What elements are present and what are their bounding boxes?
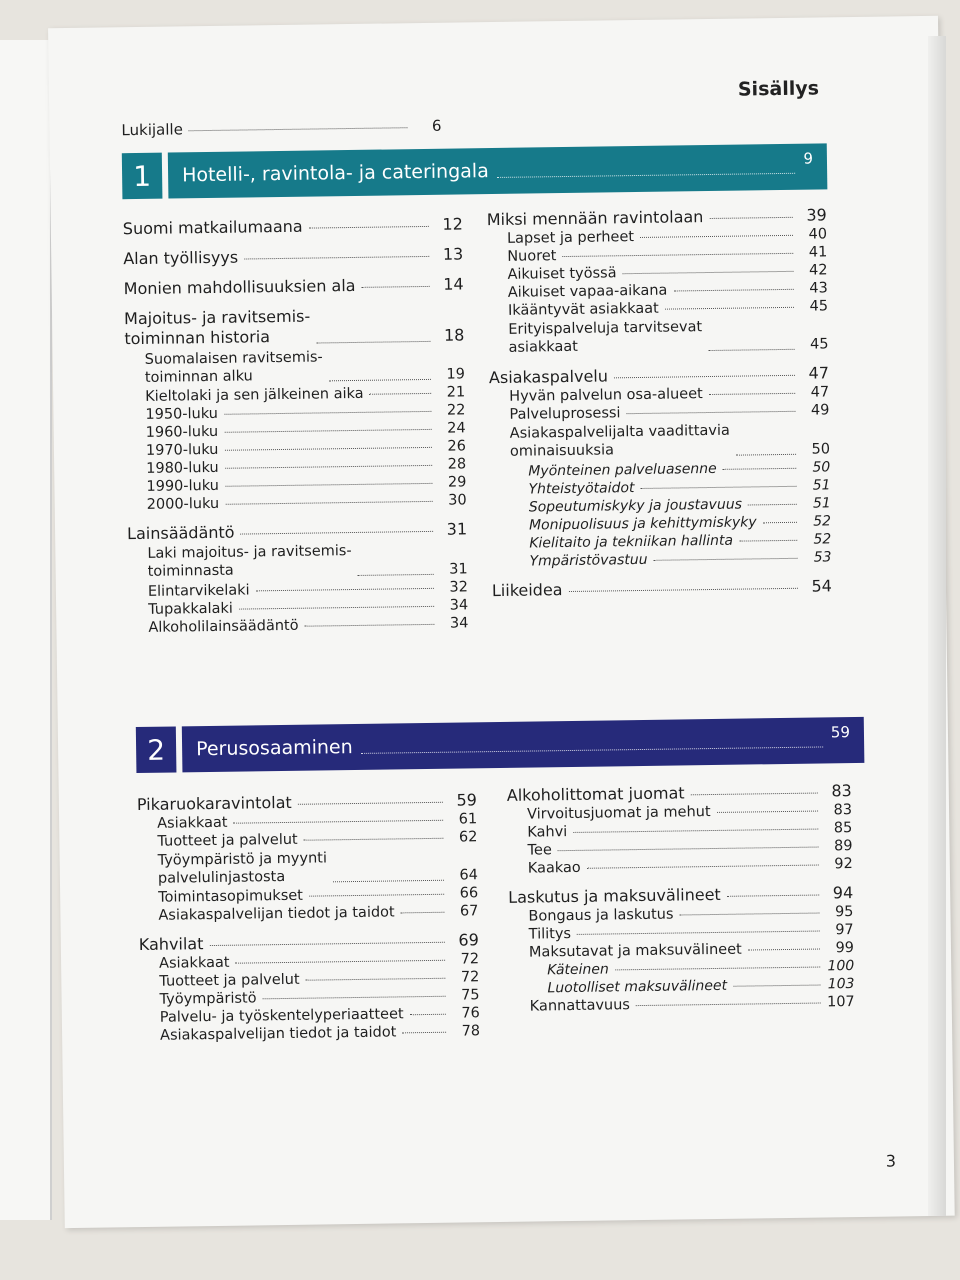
toc-entry-label: 1970-luku: [145, 442, 219, 460]
toc-entry-label-line1: Suomalaisen ravitsemis-: [144, 349, 323, 368]
toc-entry-label: Luotolliset maksuvälineet: [547, 977, 728, 997]
toc-entry: [490, 421, 830, 462]
dot-leader: [333, 880, 444, 883]
toc-entry-label-line1: Työympäristö ja myynti: [157, 850, 328, 869]
toc-entry: [490, 459, 830, 480]
toc-entry-page: 72: [460, 969, 480, 986]
toc-entry-label: Tuotteet ja palvelut: [157, 831, 298, 850]
toc-entry: [128, 579, 468, 600]
toc-entry-page: 22: [446, 402, 466, 419]
dot-leader: [736, 453, 796, 455]
toc-entry-label-line1: Laki majoitus- ja ravitsemis-: [147, 543, 352, 563]
toc-entry-label: Suomi matkailumaana: [122, 216, 303, 239]
toc-entry: [508, 883, 853, 907]
toc-entry: [138, 886, 478, 907]
toc-entry-page: 64: [459, 867, 479, 884]
chapter-2-right-column: [507, 781, 855, 1015]
toc-entry-label: [510, 422, 731, 461]
toc-entry: [125, 403, 465, 424]
toc-entry-label: Asiakkaat: [157, 814, 228, 832]
dot-leader: [401, 912, 445, 914]
chapter-2-left-column: [137, 790, 480, 1044]
toc-entry-page: 45: [809, 336, 829, 353]
toc-entry: [509, 940, 854, 961]
toc-entry: [509, 922, 854, 943]
toc-entry: [123, 244, 463, 268]
toc-entry-page: 21: [446, 384, 466, 401]
chapter-page: 9: [803, 149, 814, 168]
dot-leader: [304, 838, 444, 841]
toc-entry: [128, 615, 468, 636]
toc-entry-label-line2: toiminnan alku: [144, 368, 253, 387]
toc-entry-page: 97: [835, 922, 854, 939]
toc-entry-page: 47: [810, 384, 830, 401]
toc-entry-label: Tee: [527, 842, 552, 859]
toc-entry-label: Työympäristö: [159, 990, 257, 1008]
toc-entry-label: Kieltolaki ja sen jälkeinen aika: [145, 386, 364, 406]
toc-entry-label: Myönteinen palveluasenne: [528, 460, 717, 480]
toc-entry-label: [508, 318, 702, 357]
dot-leader: [577, 931, 820, 935]
toc-entry-page: 67: [459, 903, 479, 920]
toc-entry: [127, 541, 467, 582]
dot-leader: [614, 375, 795, 379]
dot-leader: [497, 172, 796, 177]
toc-entry-label: Laskutus ja maksuvälineet: [508, 884, 721, 907]
toc-entry: [487, 262, 827, 283]
toc-entry: [125, 346, 465, 387]
chapter-title: Perusosaaminen: [195, 736, 353, 761]
toc-entry-page: 32: [449, 578, 468, 596]
dot-leader: [615, 967, 820, 971]
toc-entry-label: Maksutavat ja maksuvälineet: [528, 941, 742, 961]
toc-entry-label: Asiakaspalvelu: [488, 366, 609, 388]
dot-leader: [244, 256, 429, 260]
dot-leader: [717, 811, 818, 813]
page-title: Sisällys: [737, 77, 820, 101]
toc-entry-page: 24: [447, 420, 466, 437]
dot-leader: [623, 271, 794, 274]
toc-entry: [487, 205, 827, 229]
toc-entry-page: 54: [811, 575, 833, 596]
chapter-number: 1: [122, 153, 163, 200]
dot-leader: [309, 894, 444, 897]
toc-entry-page: 66: [459, 885, 479, 902]
dot-leader: [241, 531, 434, 535]
toc-entry-label: Nuoret: [507, 248, 557, 265]
toc-entry-page: 31: [446, 519, 468, 539]
toc-entry-label: Alan työllisyys: [123, 247, 239, 269]
toc-entry-label: 2000-luku: [146, 496, 220, 514]
toc-entry-label: Virvoitusjuomat ja mehut: [526, 804, 711, 823]
dot-leader: [558, 847, 819, 852]
toc-entry-label-line1: Erityispalveluja tarvitsevat: [508, 319, 703, 338]
toc-entry-label-line1: Asiakaspalvelijalta vaadittavia: [509, 422, 730, 443]
toc-entry: [487, 244, 827, 265]
toc-entry-label: Sopeutumiskyky ja joustavuus: [528, 496, 743, 516]
toc-entry-label: [158, 849, 328, 888]
facing-page-edge: [0, 40, 52, 1220]
toc-entry-label: Tupakkalaki: [148, 600, 233, 618]
toc-entry-page: 51: [812, 494, 831, 512]
toc-entry-page: 94: [832, 883, 854, 903]
toc-entry: [489, 403, 829, 424]
page-number: 3: [885, 1151, 897, 1171]
toc-entry-label: Liikeidea: [491, 579, 563, 600]
toc-entry: [139, 970, 479, 991]
toc-entry-label: Alkoholilainsäädäntö: [148, 617, 299, 636]
toc-entry-label: [147, 542, 352, 581]
dot-leader: [410, 1014, 446, 1016]
toc-entry-label: [145, 348, 324, 387]
toc-entry: [507, 802, 852, 823]
toc-entry: [124, 274, 464, 298]
toc-entry-page: 78: [461, 1023, 481, 1040]
toc-entry-label: Ympäristövastuu: [529, 551, 648, 570]
toc-entry: [509, 958, 854, 979]
dot-leader: [225, 465, 432, 469]
toc-entry: [140, 988, 480, 1009]
toc-entry: [127, 493, 467, 514]
dot-leader: [763, 521, 797, 522]
dot-leader: [673, 289, 793, 292]
dot-leader: [317, 341, 431, 344]
toc-entry: [489, 385, 829, 406]
toc-entry-label: Miksi mennään ravintolaan: [486, 207, 704, 230]
toc-entry: [126, 421, 466, 442]
toc-entry-label: Käteinen: [547, 961, 609, 979]
dot-leader: [587, 865, 819, 869]
toc-entry-label: Hyvän palvelun osa-alueet: [509, 386, 703, 406]
toc-entry-page: 45: [809, 298, 829, 315]
toc-entry-page: 12: [442, 214, 463, 234]
toc-entry: [488, 316, 828, 357]
dot-leader: [225, 483, 432, 487]
toc-entry: [491, 495, 831, 516]
toc-entry: [488, 280, 828, 301]
toc-entry-label: Aikuiset työssä: [507, 265, 617, 283]
toc-entry-label: Toimintasopimukset: [158, 887, 304, 907]
dot-leader: [665, 307, 794, 310]
dot-leader: [402, 1032, 446, 1034]
toc-entry-page: 99: [835, 940, 855, 957]
chapter-page: 59: [830, 723, 851, 742]
toc-entry-label: Lapset ja perheet: [506, 229, 635, 247]
toc-entry-page: 62: [458, 829, 478, 846]
toc-entry-label-line2: ominaisuuksia: [509, 442, 615, 461]
dot-leader: [709, 393, 795, 395]
dot-leader: [573, 829, 818, 833]
toc-entry: [139, 931, 479, 955]
toc-entry: [140, 1006, 480, 1027]
toc-entry-label: 1990-luku: [146, 478, 220, 496]
toc-entry-page: 89: [833, 838, 853, 855]
toc-entry-label: Elintarvikelaki: [147, 581, 250, 600]
toc-entry-label: Lukijalle: [121, 120, 183, 140]
page-stack-edge: [928, 36, 946, 1216]
toc-entry: [126, 475, 466, 496]
toc-entry-page: 39: [806, 205, 827, 225]
dot-leader: [224, 447, 431, 451]
chapter-2-banner: [136, 717, 865, 773]
toc-entry-page: 61: [458, 811, 478, 828]
toc-entry: [137, 811, 477, 832]
toc-entry-label: Monien mahdollisuuksien ala: [123, 275, 356, 299]
toc-entry: [139, 952, 479, 973]
toc-entry: [124, 304, 465, 349]
toc-entry-page: 42: [808, 262, 828, 279]
toc-entry-page: 31: [449, 560, 468, 578]
chapter-title-bar: [168, 143, 828, 198]
dot-leader: [627, 411, 796, 414]
dot-leader: [654, 557, 798, 560]
toc-entry-label: Kielitaito ja tekniikan hallinta: [529, 532, 734, 552]
toc-entry-page: 41: [808, 244, 828, 261]
toc-entry-label: Yhteistyötaidot: [528, 479, 635, 498]
toc-entry-page: 50: [811, 440, 831, 458]
toc-entry: [508, 904, 853, 925]
dot-leader: [358, 573, 434, 575]
toc-entry-label: Alkoholittomat juomat: [506, 783, 685, 805]
toc-entry-label-line2: toiminnasta: [147, 563, 234, 581]
dot-leader: [709, 217, 792, 219]
toc-entry-page: 83: [833, 802, 853, 819]
toc-entry-label-line2: toiminnan historia: [124, 327, 271, 349]
toc-entry: [126, 439, 466, 460]
toc-entry: [491, 513, 831, 534]
toc-entry-label-line2: asiakkaat: [508, 338, 579, 356]
toc-entry-page: 6: [431, 116, 442, 135]
toc-entry-page: 34: [449, 596, 469, 614]
toc-entry-label: Asiakkaat: [159, 955, 230, 973]
dot-leader: [225, 501, 432, 505]
toc-entry-page: 103: [827, 976, 855, 993]
dot-leader: [256, 587, 434, 590]
toc-entry: [126, 457, 466, 478]
dot-leader: [298, 802, 443, 805]
dot-leader: [224, 429, 431, 433]
toc-entry-page: 28: [447, 456, 467, 473]
chapter-1-left-column: [123, 214, 469, 635]
dot-leader: [306, 978, 446, 981]
dot-leader: [263, 996, 446, 1000]
toc-entry-label: Bongaus ja laskutus: [528, 906, 674, 925]
chapter-1-banner: [122, 143, 828, 199]
book-page: [48, 16, 955, 1228]
toc-entry-page: 52: [813, 530, 832, 548]
toc-entry-page: 75: [461, 987, 480, 1004]
toc-entry-page: 43: [809, 280, 828, 297]
toc-entry: [508, 856, 853, 877]
dot-leader: [640, 235, 793, 238]
dot-leader: [370, 393, 432, 395]
toc-entry-page: 30: [448, 492, 467, 509]
toc-entry-label: Monipuolisuus ja kehittymiskyky: [528, 513, 757, 534]
toc-entry-page: 92: [834, 856, 853, 873]
toc-entry-label: Asiakaspalvelijan tiedot ja taidot: [158, 904, 395, 925]
toc-entry-label: Kahvi: [527, 824, 568, 841]
dot-leader: [723, 467, 797, 469]
toc-entry-page: 40: [808, 226, 828, 243]
toc-entry: [487, 226, 827, 247]
toc-entry: [491, 531, 831, 552]
toc-entry-label: Tilitys: [528, 925, 572, 943]
dot-leader: [562, 253, 793, 257]
toc-entry-label-line1: Majoitus- ja ravitsemis-: [123, 306, 311, 329]
dot-leader: [189, 127, 408, 131]
toc-entry-page: 100: [827, 958, 855, 975]
toc-entry: [509, 976, 854, 997]
toc-entry-label: [124, 307, 311, 350]
dot-leader: [727, 895, 819, 897]
toc-entry-page: 49: [810, 402, 830, 419]
toc-entry-label-line2: palvelulinjastosta: [157, 869, 286, 887]
toc-entry-label: Pikaruokaravintolat: [136, 792, 292, 815]
dot-leader: [640, 485, 796, 488]
toc-entry-label: Asiakaspalvelijan tiedot ja taidot: [160, 1024, 397, 1044]
toc-entry-label: Tuotteet ja palvelut: [159, 972, 300, 991]
chapter-number: 2: [136, 726, 177, 773]
toc-entry-label: Palvelu- ja työskentelyperiaatteet: [159, 1006, 404, 1026]
toc-entry: [491, 549, 831, 570]
chapter-1-right-column: [487, 205, 832, 599]
toc-entry: [137, 790, 477, 814]
toc-entry-page: 50: [812, 458, 831, 476]
toc-entry-page: 26: [447, 438, 467, 455]
dot-leader: [309, 226, 429, 229]
toc-entry-lukijalle: [121, 117, 441, 139]
toc-entry: [140, 1024, 480, 1045]
toc-entry-page: 85: [833, 820, 853, 837]
toc-entry-page: 13: [442, 244, 464, 264]
dot-leader: [234, 820, 444, 824]
toc-entry-label: Palveluprosessi: [509, 405, 621, 424]
toc-entry-page: 76: [461, 1005, 480, 1022]
dot-leader: [569, 587, 798, 591]
toc-entry-page: 29: [447, 474, 467, 491]
dot-leader: [361, 746, 823, 753]
dot-leader: [748, 503, 797, 505]
dot-leader: [691, 793, 818, 796]
chapter-title: Hotelli-, ravintola- ja cateringala: [181, 160, 489, 187]
toc-entry-label: Kaakao: [527, 859, 581, 877]
toc-entry-page: 95: [834, 904, 854, 921]
toc-entry: [510, 994, 855, 1015]
toc-entry-page: 107: [826, 994, 855, 1011]
toc-entry-page: 34: [449, 614, 469, 632]
dot-leader: [305, 623, 435, 626]
toc-entry: [492, 576, 832, 600]
toc-entry: [489, 364, 829, 388]
toc-entry-label: 1980-luku: [146, 460, 219, 478]
toc-entry: [138, 904, 478, 925]
toc-entry: [123, 214, 463, 238]
dot-leader: [679, 913, 819, 916]
toc-entry: [138, 847, 478, 888]
toc-entry-label: 1960-luku: [145, 424, 219, 442]
toc-entry: [125, 385, 465, 406]
toc-entry-page: 47: [808, 363, 830, 383]
toc-entry-page: 18: [443, 325, 465, 345]
dot-leader: [733, 985, 820, 987]
dot-leader: [224, 411, 431, 415]
toc-entry-page: 83: [831, 781, 852, 801]
toc-entry: [128, 597, 468, 618]
toc-entry-page: 72: [460, 951, 480, 968]
toc-entry: [507, 820, 852, 841]
toc-entry-page: 51: [812, 476, 831, 494]
toc-entry-label: 1950-luku: [145, 406, 219, 424]
toc-entry-label: Kahvilat: [138, 934, 204, 955]
toc-entry-page: 59: [456, 790, 477, 810]
toc-entry-label: Aikuiset vapaa-aikana: [507, 282, 668, 301]
toc-entry-page: 19: [446, 366, 466, 383]
dot-leader: [748, 949, 820, 951]
toc-entry: [137, 829, 477, 850]
toc-entry-label: Ikääntyvät asiakkaat: [507, 300, 659, 319]
dot-leader: [739, 539, 797, 541]
dot-leader: [209, 942, 444, 946]
dot-leader: [239, 605, 434, 609]
toc-entry-page: 69: [458, 930, 479, 950]
dot-leader: [362, 286, 430, 288]
toc-entry: [127, 520, 467, 544]
toc-entry-page: 14: [443, 274, 464, 294]
toc-entry: [488, 298, 828, 319]
chapter-title-bar: [182, 717, 865, 773]
dot-leader: [636, 1003, 821, 1007]
toc-entry-label: Kannattavuus: [529, 997, 631, 1015]
dot-leader: [329, 379, 431, 381]
toc-entry-page: 53: [813, 548, 832, 566]
toc-entry: [490, 477, 830, 498]
toc-entry: [507, 838, 852, 859]
toc-entry: [507, 781, 852, 805]
toc-entry-page: 52: [813, 512, 832, 530]
dot-leader: [708, 349, 794, 351]
toc-entry-label: Lainsäädäntö: [126, 522, 235, 544]
dot-leader: [236, 960, 446, 964]
